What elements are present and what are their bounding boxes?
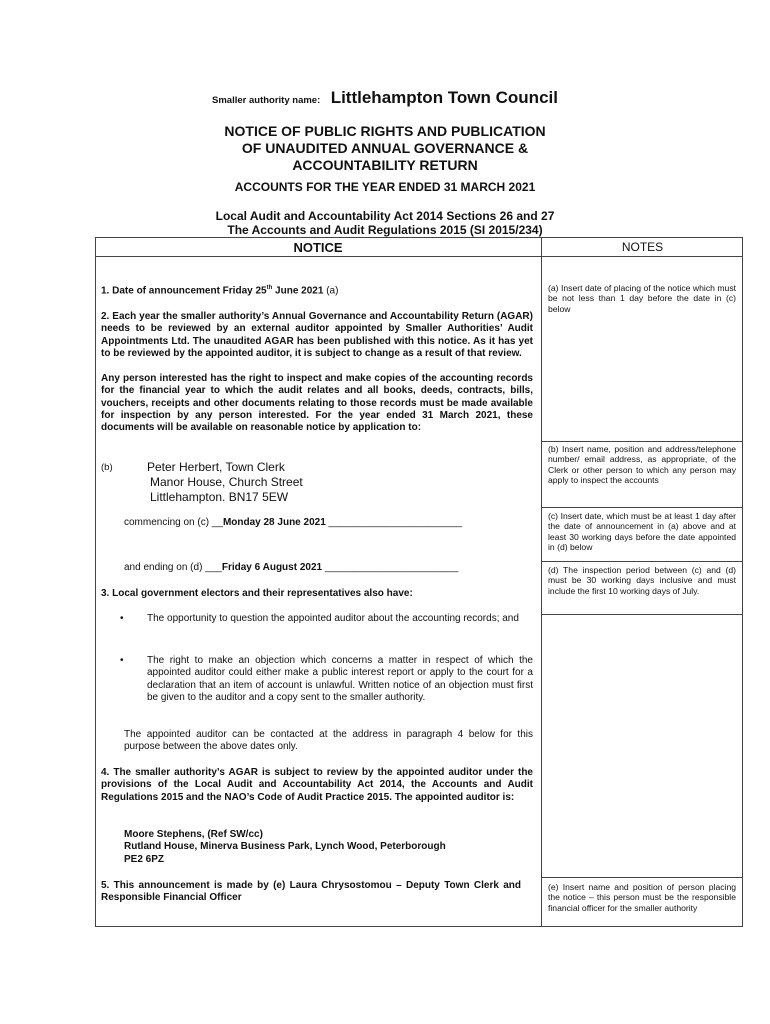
title-line-2: OF UNAUDITED ANNUAL GOVERNANCE & — [241, 140, 529, 156]
title-line-1: NOTICE OF PUBLIC RIGHTS AND PUBLICATION — [224, 123, 546, 139]
legislation-line-2: The Accounts and Audit Regulations 2015 (SI 2015/234) — [227, 223, 543, 237]
paragraph-2: 2. Each year the smaller authority’s Annual Governance and Accountability Return (AGAR) needs to be reviewed by an external auditor appointed by Smaller Authorities’ Audit Appointments Ltd. The unaudited AGAR has been published with this notice. As it has yet to be reviewed by the appointed auditor, it is subject to change as a result of that review. — [101, 311, 533, 359]
bullet-1-marker: • — [120, 613, 124, 624]
note-b: (b) Insert name, position and address/telephone number/ email address, as appropriate, of the Clerk or other person to which any person may apply to inspect the accounts — [548, 444, 736, 485]
paragraph-5: 5. This announcement is made by (e) Laura Chrysostomou – Deputy Town Clerk and Responsible Financial Officer — [101, 880, 521, 904]
auditor-contact-text: The appointed auditor can be contacted at the address in paragraph 4 below for this purpose between the above dates only. — [124, 729, 533, 753]
auditor-line-1: Moore Stephens, (Ref SW/cc) — [124, 829, 263, 840]
header-divider — [95, 256, 743, 257]
auditor-address — [124, 829, 534, 866]
paragraph-1: 1. Date of announcement Friday 25th June 2021 (a) — [101, 285, 339, 297]
accounts-year: ACCOUNTS FOR THE YEAR ENDED 31 MARCH 2021 — [234, 180, 536, 194]
authority-name: Littlehampton Town Council — [330, 88, 558, 107]
legislation — [0, 209, 770, 237]
auditor-line-3: PE2 6PZ — [124, 853, 165, 865]
bullet-2-marker: • — [120, 655, 124, 666]
note-e: (e) Insert name and position of person placing the notice – this person must be the responsible financial officer for the smaller authority — [548, 882, 736, 913]
note-divider-d — [541, 561, 743, 562]
paragraph-3: 3. Local government electors and their representatives also have: — [101, 588, 413, 599]
commencing-date-line: commencing on (c) __Monday 28 June 2021 ________________________ — [124, 517, 463, 528]
authority-label: Smaller authority name: — [212, 95, 321, 106]
address-tag: (b) — [101, 462, 113, 473]
note-divider-c — [541, 507, 743, 508]
bullet-2-text: The right to make an objection which concerns a matter in respect of which the appointed auditor could either make a public interest report or apply to the court for a declaration that an item of account is unlawful. Written notice of an objection must first be given to the auditor and a copy sent to the smaller authority. — [147, 655, 533, 703]
title-line-3: ACCOUNTABILITY RETURN — [292, 157, 478, 173]
ending-date-line: and ending on (d) ___Friday 6 August 2021 ________________________ — [124, 562, 459, 573]
notice-column-header: NOTICE — [293, 240, 343, 255]
note-divider-b — [541, 441, 743, 442]
document-title — [150, 123, 620, 174]
note-divider-d-end — [541, 614, 743, 615]
address-line-1: Peter Herbert, Town Clerk — [147, 460, 285, 474]
note-c: (c) Insert date, which must be at least 1 day after the date of announcement in (a) above and at least 30 working days before the date appointed in (d) below — [548, 511, 736, 552]
note-divider-e — [541, 877, 743, 878]
paragraph-2-rights: Any person interested has the right to inspect and make copies of the accounting records for the financial year to which the audit relates and all books, deeds, contracts, bills, vouchers, receipts and other documents relating to those records must be made available for inspection by any person interested. For the year ended 31 March 2021, these documents will be available on reasonable notice by application to: — [101, 373, 533, 434]
legislation-line-1: Local Audit and Accountability Act 2014 Sections 26 and 27 — [215, 209, 555, 223]
note-d: (d) The inspection period between (c) and (d) must be 30 working days inclusive and must include the first 10 working days of July. — [548, 565, 736, 596]
column-divider — [541, 237, 542, 927]
bullet-1-text: The opportunity to question the appointed auditor about the accounting records; and — [147, 613, 519, 624]
auditor-line-2: Rutland House, Minerva Business Park, Lynch Wood, Peterborough — [124, 841, 446, 853]
authority-header — [0, 88, 770, 108]
notes-column-header: NOTES — [621, 240, 664, 254]
address-line-3: Littlehampton. BN17 5EW — [150, 490, 289, 504]
address-line-2: Manor House, Church Street — [150, 475, 303, 489]
note-a: (a) Insert date of placing of the notice which must be not less than 1 day before the date in (c) below — [548, 283, 736, 314]
paragraph-4: 4. The smaller authority’s AGAR is subject to review by the appointed auditor under the provisions of the Local Audit and Accountability Act 2014, the Accounts and Audit Regulations 2015 and the NAO’s Code of Audit Practice 2015. The appointed auditor is: — [101, 767, 533, 803]
